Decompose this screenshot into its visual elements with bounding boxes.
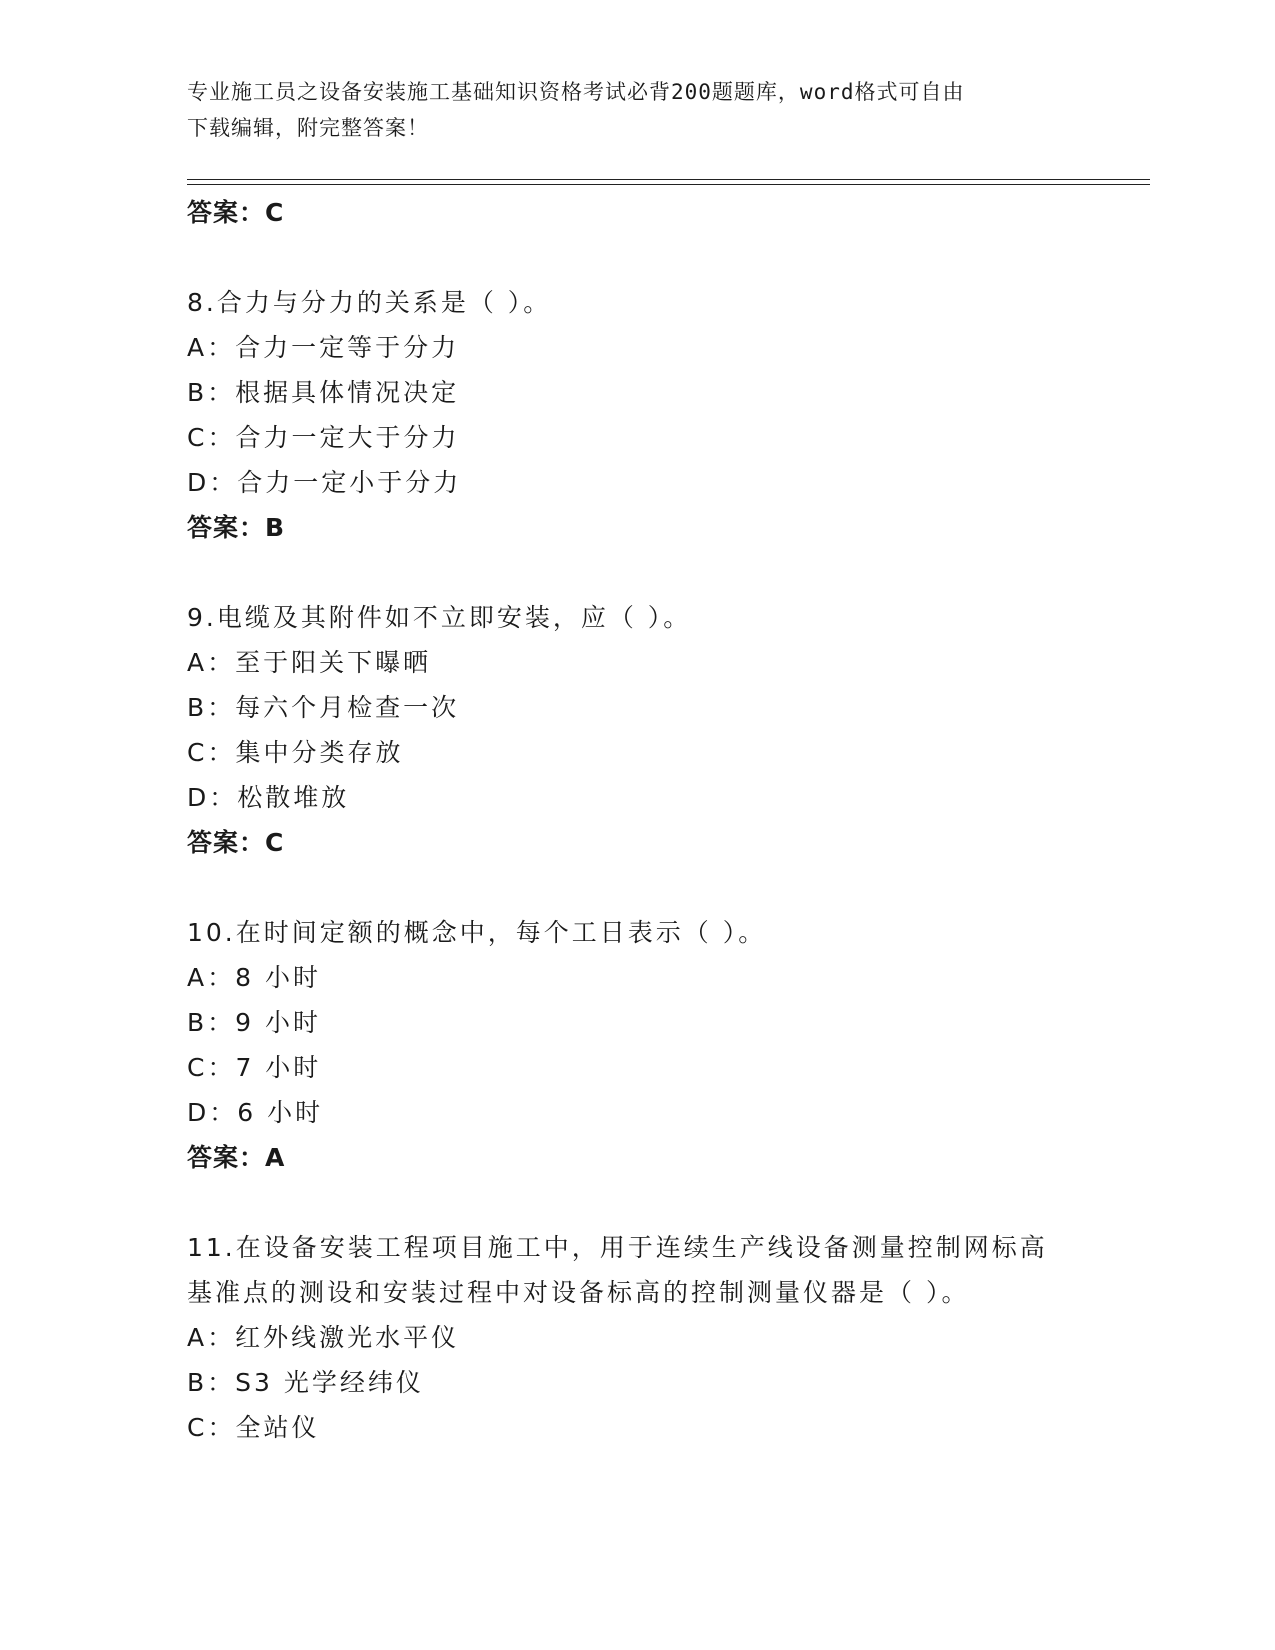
option-a: A：8 小时 xyxy=(187,963,321,992)
question-11 xyxy=(187,1225,1087,1450)
previous-answer: 答案：C xyxy=(187,198,285,227)
option-c: C：全站仪 xyxy=(187,1413,320,1442)
question-stem: 8.合力与分力的关系是（ ）。 xyxy=(187,288,552,317)
question-9 xyxy=(187,595,1087,865)
option-a: A：合力一定等于分力 xyxy=(187,333,460,362)
option-c: C：合力一定大于分力 xyxy=(187,423,460,452)
spacer xyxy=(187,865,1087,910)
option-b: B：根据具体情况决定 xyxy=(187,378,460,407)
option-d: D：合力一定小于分力 xyxy=(187,468,462,497)
question-stem: 11.在设备安装工程项目施工中，用于连续生产线设备测量控制网标高 xyxy=(187,1233,1048,1262)
question-10 xyxy=(187,910,1087,1180)
option-b: B：9 小时 xyxy=(187,1008,322,1037)
spacer xyxy=(187,1180,1087,1225)
question-stem-continued: 基准点的测设和安装过程中对设备标高的控制测量仪器是（ ）。 xyxy=(187,1278,970,1307)
document-header xyxy=(187,74,1067,146)
spacer xyxy=(187,550,1087,595)
option-a: A：红外线激光水平仪 xyxy=(187,1323,460,1352)
option-b: B：每六个月检查一次 xyxy=(187,693,460,722)
question-list xyxy=(187,190,1087,1450)
header-line-1: 专业施工员之设备安装施工基础知识资格考试必背200题题库，word格式可自由 xyxy=(187,80,965,104)
option-d: D：松散堆放 xyxy=(187,783,350,812)
option-c: C：7 小时 xyxy=(187,1053,322,1082)
header-divider-top xyxy=(187,179,1150,180)
question-stem: 10.在时间定额的概念中，每个工日表示（ ）。 xyxy=(187,918,767,947)
question-stem: 9.电缆及其附件如不立即安装，应（ ）。 xyxy=(187,603,692,632)
spacer xyxy=(187,235,1087,280)
option-b: B：S3 光学经纬仪 xyxy=(187,1368,424,1397)
answer: 答案：C xyxy=(187,828,285,857)
option-c: C：集中分类存放 xyxy=(187,738,404,767)
answer: 答案：B xyxy=(187,513,286,542)
option-d: D：6 小时 xyxy=(187,1098,324,1127)
question-8 xyxy=(187,280,1087,550)
answer: 答案：A xyxy=(187,1143,286,1172)
header-divider-bottom xyxy=(187,184,1150,185)
header-line-2: 下载编辑，附完整答案！ xyxy=(187,116,429,140)
option-a: A：至于阳关下曝晒 xyxy=(187,648,432,677)
